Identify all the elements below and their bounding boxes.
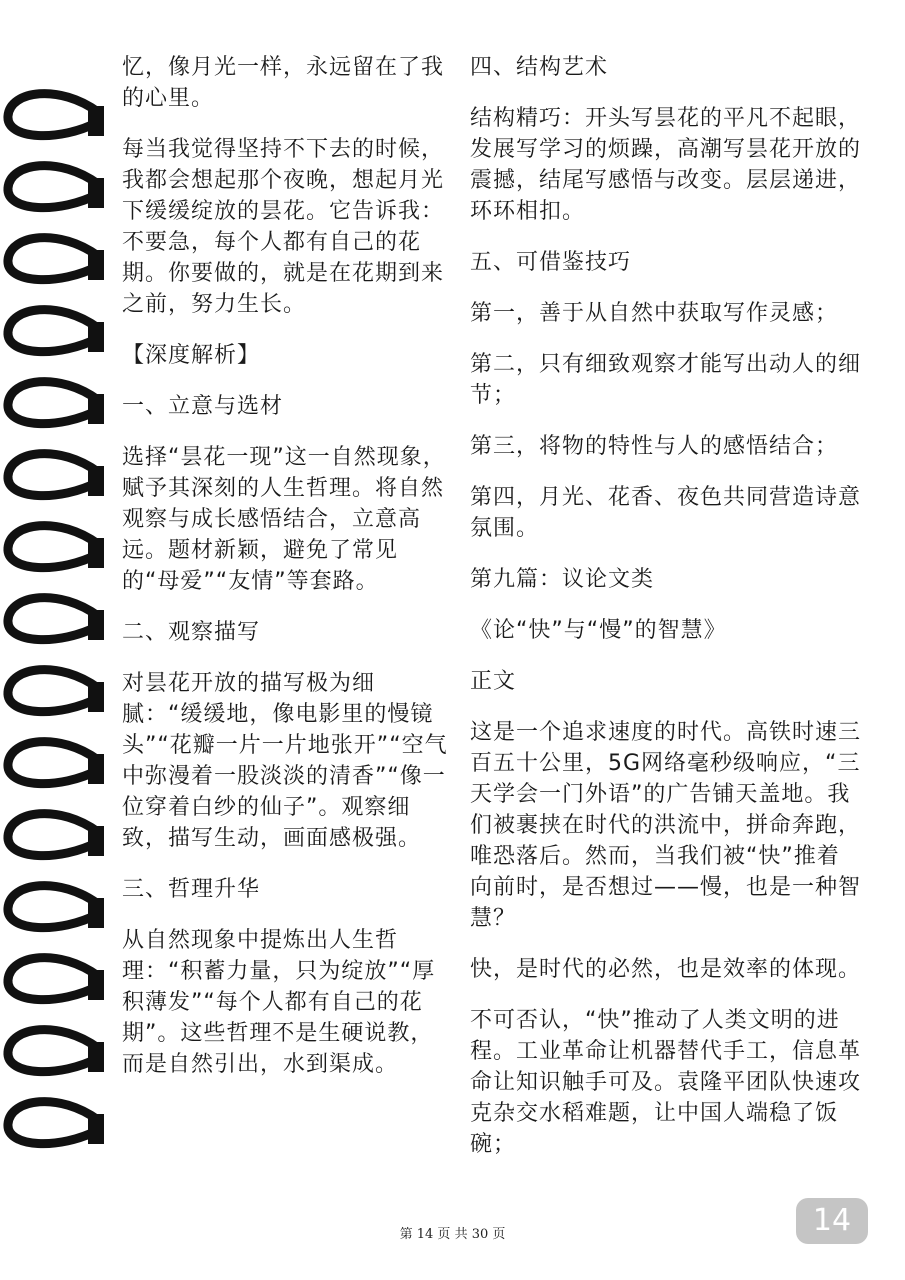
binding-hole bbox=[88, 754, 104, 784]
page-footer: 第 14 页 共 30 页 bbox=[399, 1227, 506, 1242]
right-text-column bbox=[470, 52, 862, 1180]
list-item: 第一，善于从自然中获取写作灵感； bbox=[470, 301, 839, 326]
binding-hole bbox=[88, 178, 104, 208]
spiral-ring bbox=[8, 454, 98, 496]
paragraph: 对昙花开放的描写极为细腻：“缓缓地，像电影里的慢镜头”“花瓣一片一片地张开”“空气中弥漫着一股淡淡的清香”“像一位穿着白纱的仙子”。观察细致，描写生动，画面感极强。 bbox=[122, 671, 448, 851]
paragraph: 结构精巧：开头写昙花的平凡不起眼，发展写学习的烦躁，高潮写昙花开放的震撼，结尾写感悟与改变。层层递进，环环相扣。 bbox=[470, 106, 862, 224]
paragraph: 选择“昙花一现”这一自然现象，赋予其深刻的人生哲理。将自然观察与成长感悟结合，立意高远。题材新颖，避免了常见的“母爱”“友情”等套路。 bbox=[122, 445, 446, 594]
paragraph: 快，是时代的必然，也是效率的体现。 bbox=[470, 957, 862, 982]
spiral-ring bbox=[8, 1030, 98, 1072]
section-heading: 四、结构艺术 bbox=[470, 55, 609, 80]
binding-hole bbox=[88, 106, 104, 136]
list-item: 第四，月光、花香、夜色共同营造诗意氛围。 bbox=[470, 485, 862, 541]
binding-hole bbox=[88, 466, 104, 496]
spiral-binding-graphic bbox=[0, 40, 120, 1240]
binding-hole bbox=[88, 1114, 104, 1144]
spiral-ring bbox=[8, 382, 98, 424]
section-heading: 【深度解析】 bbox=[122, 343, 261, 368]
section-heading: 三、哲理升华 bbox=[122, 877, 261, 902]
spiral-ring bbox=[8, 670, 98, 712]
binding-hole bbox=[88, 1042, 104, 1072]
section-heading: 第九篇：议论文类 bbox=[470, 567, 655, 592]
paragraph: 忆，像月光一样，永远留在了我的心里。 bbox=[122, 55, 445, 111]
essay-title: 《论“快”与“慢”的智慧》 bbox=[470, 618, 727, 643]
section-heading: 二、观察描写 bbox=[122, 620, 261, 645]
spiral-ring bbox=[8, 814, 98, 856]
paragraph: 不可否认，“快”推动了人类文明的进程。工业革命让机器替代手工，信息革命让知识触手可及。袁隆平团队快速攻克杂交水稻难题，让中国人端稳了饭碗； bbox=[470, 1008, 862, 1157]
binding-hole bbox=[88, 682, 104, 712]
paragraph: 这是一个追求速度的时代。高铁时速三百五十公里，5G网络毫秒级响应，“三天学会一门外语”的广告铺天盖地。我们被裹挟在时代的洪流中，拼命奔跑，唯恐落后。然而，当我们被“快”推着向前时，是否想过——慢，也是一种智慧？ bbox=[470, 720, 862, 931]
section-heading: 一、立意与选材 bbox=[122, 394, 284, 419]
spiral-ring bbox=[8, 598, 98, 640]
spiral-ring bbox=[8, 310, 98, 352]
paragraph: 从自然现象中提炼出人生哲理：“积蓄力量，只为绽放”“厚积薄发”“每个人都有自己的花期”。这些哲理不是生硬说教，而是自然引出，水到渠成。 bbox=[122, 928, 436, 1077]
section-heading: 五、可借鉴技巧 bbox=[470, 250, 632, 275]
binding-hole bbox=[88, 970, 104, 1000]
list-item: 第二，只有细致观察才能写出动人的细节； bbox=[470, 352, 862, 408]
spiral-ring bbox=[8, 526, 98, 568]
spiral-ring bbox=[8, 1102, 98, 1144]
binding-hole bbox=[88, 394, 104, 424]
binding-hole bbox=[88, 610, 104, 640]
section-heading: 正文 bbox=[470, 669, 517, 694]
spiral-ring bbox=[8, 886, 98, 928]
paragraph: 每当我觉得坚持不下去的时候，我都会想起那个夜晚，想起月光下缓缓绽放的昙花。它告诉我：不要急，每个人都有自己的花期。你要做的，就是在花期到来之前，努力生长。 bbox=[122, 137, 445, 317]
spiral-ring bbox=[8, 94, 98, 136]
binding-hole bbox=[88, 322, 104, 352]
page-number-badge: 14 bbox=[796, 1198, 868, 1244]
binding-hole bbox=[88, 250, 104, 280]
spiral-ring bbox=[8, 166, 98, 208]
binding-hole bbox=[88, 826, 104, 856]
spiral-ring bbox=[8, 742, 98, 784]
binding-hole bbox=[88, 898, 104, 928]
list-item: 第三，将物的特性与人的感悟结合； bbox=[470, 434, 839, 459]
spiral-ring bbox=[8, 238, 98, 280]
spiral-ring bbox=[8, 958, 98, 1000]
left-text-column bbox=[122, 52, 452, 1100]
binding-hole bbox=[88, 538, 104, 568]
